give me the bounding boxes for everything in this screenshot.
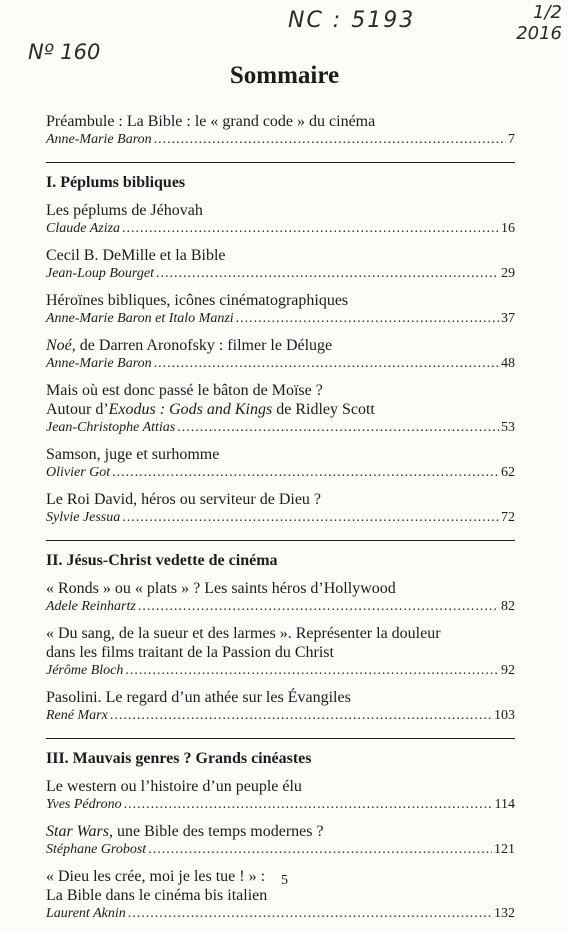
section-heading: III. Mauvais genres ? Grands cinéastes bbox=[46, 738, 515, 769]
entry-page: 16 bbox=[501, 221, 515, 236]
dot-leader bbox=[138, 598, 499, 615]
toc-entry bbox=[46, 822, 515, 858]
entry-author-row bbox=[46, 131, 515, 148]
entry-page: 92 bbox=[501, 663, 515, 678]
dot-leader bbox=[110, 707, 492, 724]
toc-entry bbox=[46, 624, 515, 679]
entry-page: 121 bbox=[494, 842, 515, 857]
handwritten-call-number: NC : 5193 bbox=[288, 8, 416, 33]
entry-title: « Dieu les crée, moi je les tue ! » : bbox=[46, 868, 266, 885]
entry-page: 103 bbox=[494, 708, 515, 723]
entry-title: Le Roi David, héros ou serviteur de Dieu ? bbox=[46, 491, 322, 508]
toc-entry-preamble bbox=[46, 112, 515, 148]
film-title-italic: Noé bbox=[46, 337, 72, 354]
entry-author-row bbox=[46, 905, 515, 922]
handwritten-volume-year bbox=[512, 3, 562, 44]
dot-leader bbox=[122, 220, 499, 237]
entry-author-row bbox=[46, 598, 515, 615]
entry-title bbox=[46, 822, 515, 841]
entry-author-row bbox=[46, 310, 515, 327]
entry-subtitle-start: Autour d’ bbox=[46, 401, 109, 418]
entry-author-row bbox=[46, 355, 515, 372]
entry-page: 37 bbox=[501, 311, 515, 326]
toc-entry bbox=[46, 688, 515, 724]
entry-author: Anne-Marie Baron bbox=[46, 356, 152, 371]
entry-author-row bbox=[46, 419, 515, 436]
entry-title-rest: , une Bible des temps modernes ? bbox=[108, 823, 324, 840]
handwritten-issue-number: Nº 160 bbox=[28, 40, 101, 64]
toc-entry bbox=[46, 336, 515, 372]
entry-author: Claude Aziza bbox=[46, 221, 121, 236]
dot-leader bbox=[128, 905, 492, 922]
entry-page: 53 bbox=[501, 420, 515, 435]
entry-author-row bbox=[46, 841, 515, 858]
table-of-contents bbox=[46, 112, 515, 931]
entry-title: Héroïnes bibliques, icônes cinématographiques bbox=[46, 292, 349, 309]
entry-author-row bbox=[46, 220, 515, 237]
dot-leader bbox=[122, 509, 499, 526]
entry-page: 7 bbox=[508, 132, 515, 147]
dot-leader bbox=[154, 131, 506, 148]
dot-leader bbox=[154, 355, 499, 372]
section-heading: II. Jésus-Christ vedette de cinéma bbox=[46, 540, 515, 571]
entry-title: Les péplums de Jéhovah bbox=[46, 202, 203, 219]
toc-entry bbox=[46, 246, 515, 282]
entry-title-rest: , de Darren Aronofsky : filmer le Déluge bbox=[71, 337, 333, 354]
entry-title: « Ronds » ou « plats » ? Les saints héros d’Hollywood bbox=[46, 580, 396, 597]
dot-leader bbox=[236, 310, 499, 327]
handwritten-year: 2016 bbox=[516, 22, 562, 44]
toc-entry bbox=[46, 445, 515, 481]
entry-author: Yves Pédrono bbox=[46, 797, 122, 812]
dot-leader bbox=[125, 662, 499, 679]
page-title: Sommaire bbox=[229, 62, 340, 89]
page-number: 5 bbox=[281, 873, 288, 888]
entry-subtitle: La Bible dans le cinéma bis italien bbox=[46, 887, 268, 904]
dot-leader bbox=[177, 419, 499, 436]
toc-entry bbox=[46, 579, 515, 615]
dot-leader bbox=[148, 841, 492, 858]
entry-page: 62 bbox=[501, 465, 515, 480]
entry-author-row bbox=[46, 796, 515, 813]
toc-entry bbox=[46, 201, 515, 237]
dot-leader bbox=[112, 464, 499, 481]
entry-subtitle: dans les films traitant de la Passion du Christ bbox=[46, 644, 334, 661]
entry-author-row bbox=[46, 509, 515, 526]
entry-author-row bbox=[46, 707, 515, 724]
entry-title: Préambule : La Bible : le « grand code » du cinéma bbox=[46, 113, 376, 130]
entry-title: Pasolini. Le regard d’un athée sur les Évangiles bbox=[46, 689, 351, 706]
entry-title bbox=[46, 336, 515, 355]
entry-page: 72 bbox=[501, 510, 515, 525]
entry-author: Jean-Loup Bourget bbox=[46, 266, 154, 281]
entry-subtitle-end: de Ridley Scott bbox=[272, 401, 375, 418]
section-heading: I. Péplums bibliques bbox=[46, 162, 515, 193]
entry-author: Olivier Got bbox=[46, 465, 111, 480]
dot-leader bbox=[124, 796, 493, 813]
entry-page: 114 bbox=[494, 797, 515, 812]
entry-author-row bbox=[46, 662, 515, 679]
entry-page: 132 bbox=[494, 906, 515, 921]
entry-author: Sylvie Jessua bbox=[46, 510, 121, 525]
toc-entry bbox=[46, 381, 515, 436]
entry-author: Laurent Aknin bbox=[46, 906, 126, 921]
film-title-italic: Exodus : Gods and Kings bbox=[108, 401, 273, 418]
entry-title: « Du sang, de la sueur et des larmes ». Représenter la douleur bbox=[46, 625, 441, 642]
entry-author: Jean-Christophe Attias bbox=[46, 420, 176, 435]
entry-title: Le western ou l’histoire d’un peuple élu bbox=[46, 778, 302, 795]
entry-author: Adele Reinhartz bbox=[46, 599, 136, 614]
entry-subtitle bbox=[46, 400, 515, 419]
dot-leader bbox=[156, 265, 499, 282]
entry-author: Stéphane Grobost bbox=[46, 842, 147, 857]
film-title-italic: Star Wars bbox=[46, 823, 109, 840]
entry-author: Anne-Marie Baron et Italo Manzi bbox=[46, 311, 234, 326]
entry-author: Jérôme Bloch bbox=[46, 663, 124, 678]
entry-author-row bbox=[46, 464, 515, 481]
toc-entry bbox=[46, 291, 515, 327]
entry-page: 82 bbox=[501, 599, 515, 614]
entry-page: 29 bbox=[501, 266, 515, 281]
entry-author: Anne-Marie Baron bbox=[46, 132, 152, 147]
entry-title: Cecil B. DeMille et la Bible bbox=[46, 247, 226, 264]
entry-author-row bbox=[46, 265, 515, 282]
entry-author: René Marx bbox=[46, 708, 108, 723]
entry-title: Samson, juge et surhomme bbox=[46, 446, 220, 463]
toc-entry bbox=[46, 777, 515, 813]
toc-entry bbox=[46, 490, 515, 526]
entry-title: Mais où est donc passé le bâton de Moïse ? bbox=[46, 382, 323, 399]
handwritten-volume: 1/2 bbox=[533, 2, 562, 23]
entry-page: 48 bbox=[501, 356, 515, 371]
